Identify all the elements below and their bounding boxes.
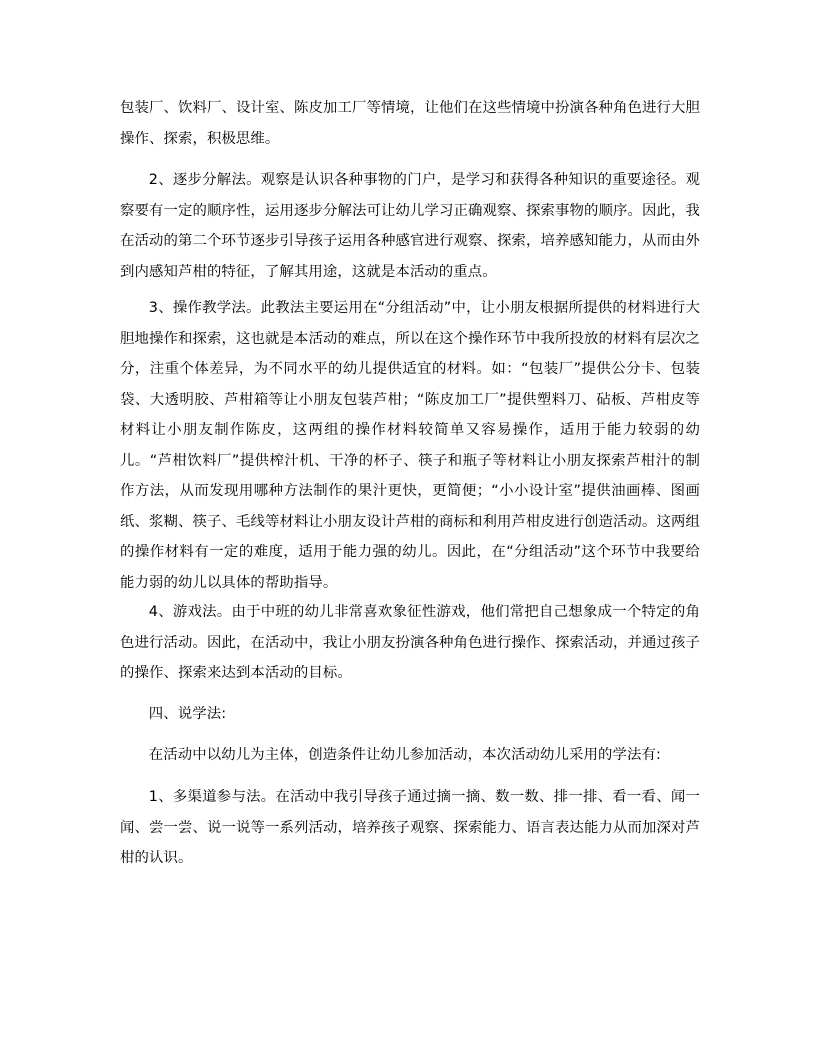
paragraph-operation-teaching: 3、操作教学法。此教法主要运用在“分组活动”中，让小朋友根据所提供的材料进行大胆地操作和探索，这也就是本活动的难点，所以在这个操作环节中我所投放的材料有层次之分，注重个体差异，为不同水平的幼儿提供适宜的材料。如：“包装厂”提供公分卡、包装袋、大透明胶、芦柑箱等让小朋友包装芦柑；“陈皮加工厂”提供塑料刀、砧板、芦柑皮等材料让小朋友制作陈皮，这两组的操作材料较简单又容易操作，适用于能力较弱的幼儿。“芦柑饮料厂”提供榨汁机、干净的杯子、筷子和瓶子等材料让小朋友探索芦柑汁的制作方法，从而发现用哪种方法制作的果汁更快，更简便；“小小设计室”提供油画棒、图画纸、浆糊、筷子、毛线等材料让小朋友设计芦柑的商标和利用芦柑皮进行创造活动。这两组的操作材料有一定的难度，适用于能力强的幼儿。因此，在“分组活动”这个环节中我要给能力弱的幼儿以具体的帮助指导。 <box>120 300 700 591</box>
paragraph-step-decomposition: 2、逐步分解法。观察是认识各种事物的门户，是学习和获得各种知识的重要途径。观察要有一定的顺序性，运用逐步分解法可让幼儿学习正确观察、探索事物的顺序。因此，我在活动的第二个环节逐步引导孩子运用各种感官进行观察、探索，培养感知能力，从而由外到内感知芦柑的特征，了解其用途，这就是本活动的重点。 <box>120 172 700 280</box>
paragraph-game-method: 4、游戏法。由于中班的幼儿非常喜欢象征性游戏，他们常把自己想象成一个特定的角色进行活动。因此，在活动中，我让小朋友扮演各种角色进行操作、探索活动，并通过孩子的操作、探索来达到本活动的目标。 <box>120 604 700 681</box>
paragraph-continuation: 包装厂、饮料厂、设计室、陈皮加工厂等情境，让他们在这些情境中扮演各种角色进行大胆操作、探索，积极思维。 <box>120 100 700 147</box>
section-heading-learning-methods: 四、说学法: <box>148 706 227 722</box>
paragraph-multichannel-participation: 1、多渠道参与法。在活动中我引导孩子通过摘一摘、数一数、排一排、看一看、闻一闻、尝一尝、说一说等一系列活动，培养孩子观察、探索能力、语言表达能力从而加深对芦柑的认识。 <box>120 789 700 866</box>
paragraph-learning-intro: 在活动中以幼儿为主体，创造条件让幼儿参加活动，本次活动幼儿采用的学法有: <box>148 747 661 763</box>
